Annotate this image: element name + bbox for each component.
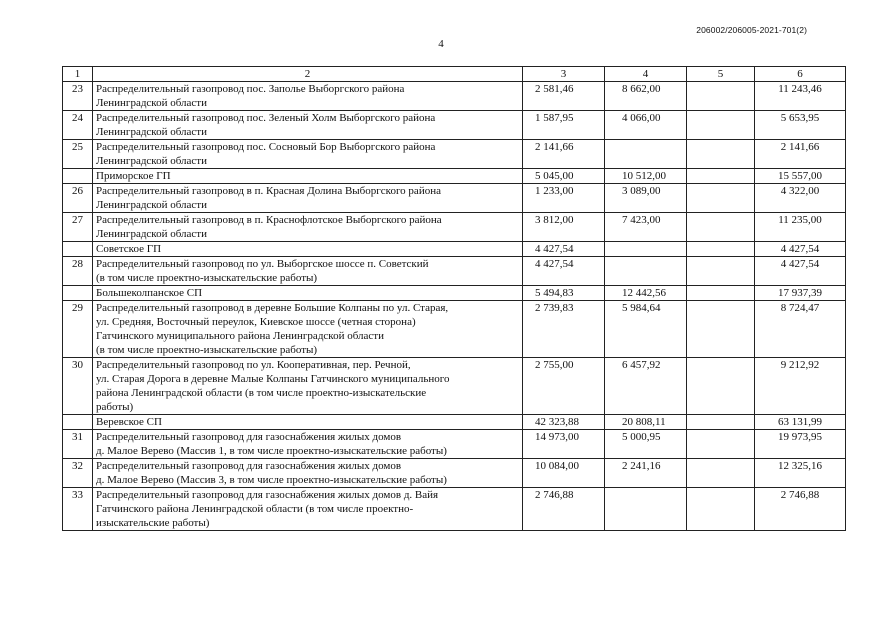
col3-value-cell: 5 494,83 (523, 286, 605, 301)
col4-value-cell: 5 000,95 (605, 430, 687, 459)
row-number-cell: 27 (63, 213, 93, 242)
row-name-cell: Распределительный газопровод в п. Красная Долина Выборгского района Ленинградской области (93, 184, 523, 213)
row-name-cell: Советское ГП (93, 242, 523, 257)
col3-value-cell: 2 755,00 (523, 358, 605, 415)
row-number-cell: 24 (63, 111, 93, 140)
col3-value-cell: 2 581,46 (523, 82, 605, 111)
col4-value-cell: 4 066,00 (605, 111, 687, 140)
total-value-cell: 2 746,88 (755, 488, 846, 531)
col3-value-cell: 10 084,00 (523, 459, 605, 488)
total-value-cell: 5 653,95 (755, 111, 846, 140)
col3-value-cell: 1 233,00 (523, 184, 605, 213)
col3-value-cell: 2 746,88 (523, 488, 605, 531)
col3-value-cell: 5 045,00 (523, 169, 605, 184)
total-value-cell: 11 235,00 (755, 213, 846, 242)
col5-value-cell (687, 242, 755, 257)
col4-value-cell (605, 257, 687, 286)
col5-value-cell (687, 140, 755, 169)
table-row (63, 286, 846, 301)
document-number: 206002/206005-2021-701(2) (696, 25, 807, 35)
table-row (63, 430, 846, 459)
row-name-cell: Распределительный газопровод в п. Краснофлотское Выборгского района Ленинградской области (93, 213, 523, 242)
col3-value-cell: 14 973,00 (523, 430, 605, 459)
total-value-cell: 19 973,95 (755, 430, 846, 459)
total-value-cell: 12 325,16 (755, 459, 846, 488)
total-value-cell: 15 557,00 (755, 169, 846, 184)
col5-value-cell (687, 358, 755, 415)
col3-value-cell: 2 141,66 (523, 140, 605, 169)
table-row (63, 488, 846, 531)
row-number-cell (63, 169, 93, 184)
total-value-cell: 63 131,99 (755, 415, 846, 430)
budget-table (62, 66, 846, 531)
row-name-cell: Приморское ГП (93, 169, 523, 184)
col5-value-cell (687, 488, 755, 531)
col3-value-cell: 4 427,54 (523, 242, 605, 257)
table-row (63, 213, 846, 242)
row-name-cell: Распределительный газопровод для газоснабжения жилых домов д. Вайя Гатчинского района Ленинградской области (в том числе проектно- изыскательские работы) (93, 488, 523, 531)
row-number-cell: 30 (63, 358, 93, 415)
total-value-cell: 2 141,66 (755, 140, 846, 169)
row-number-cell (63, 286, 93, 301)
table-row (63, 111, 846, 140)
table-row (63, 82, 846, 111)
col3-value-cell: 2 739,83 (523, 301, 605, 358)
col5-value-cell (687, 111, 755, 140)
row-number-cell: 31 (63, 430, 93, 459)
total-value-cell: 17 937,39 (755, 286, 846, 301)
row-name-cell: Распределительный газопровод пос. Сосновый Бор Выборгского района Ленинградской области (93, 140, 523, 169)
col4-value-cell: 6 457,92 (605, 358, 687, 415)
table-row (63, 169, 846, 184)
total-value-cell: 8 724,47 (755, 301, 846, 358)
col4-value-cell: 10 512,00 (605, 169, 687, 184)
table-row (63, 140, 846, 169)
col3-value-cell: 42 323,88 (523, 415, 605, 430)
col5-value-cell (687, 301, 755, 358)
col3-value-cell: 3 812,00 (523, 213, 605, 242)
row-name-cell: Большеколпанское СП (93, 286, 523, 301)
row-name-cell: Распределительный газопровод в деревне Большие Колпаны по ул. Старая, ул. Средняя, Восточный переулок, Киевское шоссе (четная сторона) Гатчинского муниципального района Ленинградской области (в том числе проектно-изыскательские работы) (93, 301, 523, 358)
row-name-cell: Распределительный газопровод для газоснабжения жилых домов д. Малое Верево (Массив 3, в том числе проектно-изыскательские работы) (93, 459, 523, 488)
row-number-cell: 29 (63, 301, 93, 358)
row-number-cell: 26 (63, 184, 93, 213)
col4-value-cell: 3 089,00 (605, 184, 687, 213)
col3-value-cell: 1 587,95 (523, 111, 605, 140)
col5-value-cell (687, 169, 755, 184)
total-value-cell: 11 243,46 (755, 82, 846, 111)
row-number-cell: 33 (63, 488, 93, 531)
col4-value-cell: 12 442,56 (605, 286, 687, 301)
table-row (63, 184, 846, 213)
col4-value-cell: 8 662,00 (605, 82, 687, 111)
page-number: 4 (438, 38, 444, 50)
col4-value-cell (605, 488, 687, 531)
row-name-cell: Распределительный газопровод по ул. Выборгское шоссе п. Советский (в том числе проектно-изыскательские работы) (93, 257, 523, 286)
col4-value-cell: 2 241,16 (605, 459, 687, 488)
col4-value-cell: 7 423,00 (605, 213, 687, 242)
row-name-cell: Распределительный газопровод пос. Зеленый Холм Выборгского района Ленинградской области (93, 111, 523, 140)
table-row (63, 301, 846, 358)
row-number-cell: 28 (63, 257, 93, 286)
col5-value-cell (687, 430, 755, 459)
col4-value-cell: 20 808,11 (605, 415, 687, 430)
col4-value-cell (605, 140, 687, 169)
col5-value-cell (687, 286, 755, 301)
table-row (63, 358, 846, 415)
table-row (63, 415, 846, 430)
row-name-cell: Веревское СП (93, 415, 523, 430)
header-cell-3: 3 (523, 67, 605, 82)
header-cell-5: 5 (687, 67, 755, 82)
col5-value-cell (687, 459, 755, 488)
table-row (63, 459, 846, 488)
header-cell-6: 6 (755, 67, 846, 82)
table-row (63, 242, 846, 257)
row-number-cell: 32 (63, 459, 93, 488)
col5-value-cell (687, 184, 755, 213)
row-name-cell: Распределительный газопровод по ул. Кооперативная, пер. Речной, ул. Старая Дорога в деревне Малые Колпаны Гатчинского муниципального района Ленинградской области (в том числе проектно-изыскательские работы) (93, 358, 523, 415)
header-cell-1: 1 (63, 67, 93, 82)
row-name-cell: Распределительный газопровод для газоснабжения жилых домов д. Малое Верево (Массив 1, в том числе проектно-изыскательские работы) (93, 430, 523, 459)
total-value-cell: 4 322,00 (755, 184, 846, 213)
row-number-cell (63, 415, 93, 430)
row-number-cell (63, 242, 93, 257)
total-value-cell: 4 427,54 (755, 242, 846, 257)
col3-value-cell: 4 427,54 (523, 257, 605, 286)
header-cell-4: 4 (605, 67, 687, 82)
table-row (63, 257, 846, 286)
total-value-cell: 9 212,92 (755, 358, 846, 415)
col4-value-cell (605, 242, 687, 257)
col5-value-cell (687, 257, 755, 286)
header-cell-2: 2 (93, 67, 523, 82)
row-name-cell: Распределительный газопровод пос. Заполье Выборгского района Ленинградской области (93, 82, 523, 111)
header-row (63, 67, 846, 82)
total-value-cell: 4 427,54 (755, 257, 846, 286)
row-number-cell: 23 (63, 82, 93, 111)
col5-value-cell (687, 415, 755, 430)
col5-value-cell (687, 82, 755, 111)
row-number-cell: 25 (63, 140, 93, 169)
col5-value-cell (687, 213, 755, 242)
col4-value-cell: 5 984,64 (605, 301, 687, 358)
